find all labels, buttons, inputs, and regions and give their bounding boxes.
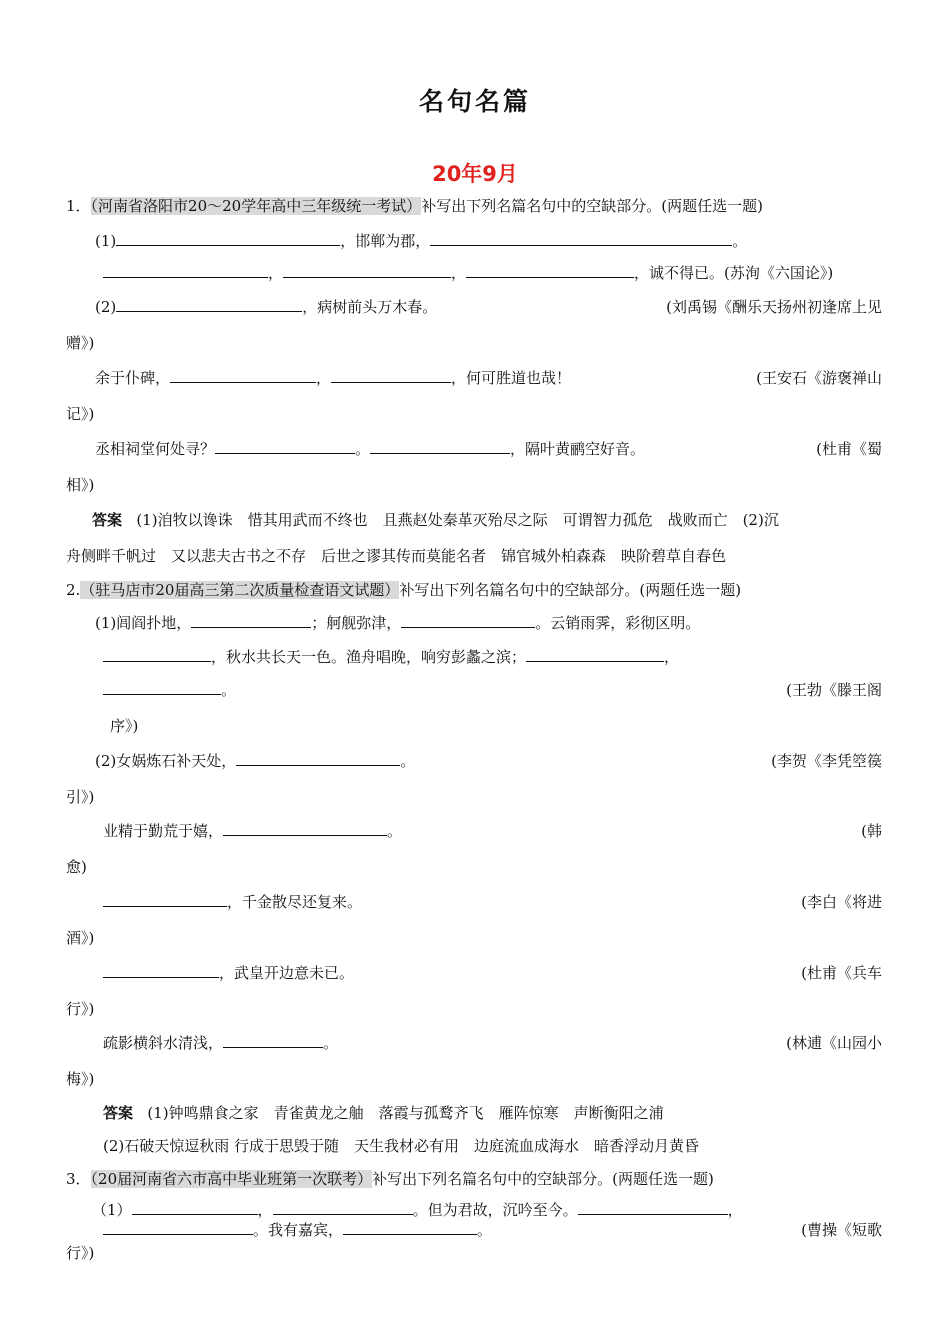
text: 。 xyxy=(355,440,371,458)
q3-instruction: 补写出下列名篇名句中的空缺部分。(两题任选一题) xyxy=(372,1170,714,1188)
text: 。我有嘉宾， xyxy=(253,1221,344,1239)
answer-text: (1)钟鸣鼎食之家 青雀黄龙之舳 落霞与孤鹜齐飞 雁阵惊寒 声断衡阳之浦 xyxy=(147,1104,664,1122)
citation-wrap: 序》) xyxy=(110,717,139,735)
text: ， xyxy=(316,369,332,387)
blank[interactable] xyxy=(526,647,664,662)
blank[interactable] xyxy=(466,263,634,278)
citation-wrap: 行》) xyxy=(66,1244,95,1262)
q3-header xyxy=(66,1169,714,1189)
answer-label: 答案 xyxy=(92,511,123,529)
citation: (李白《将进 xyxy=(801,893,882,911)
q3-line-2 xyxy=(103,1220,492,1240)
citation: (曹操《短歌 xyxy=(801,1221,882,1239)
q3-source: （20届河南省六市高中毕业班第一次联考） xyxy=(90,1170,373,1188)
answer-label: 答案 xyxy=(103,1104,134,1122)
blank[interactable] xyxy=(132,1200,258,1215)
q2-instruction: 补写出下列名篇名句中的空缺部分。(两题任选一题) xyxy=(399,581,742,599)
q2-answer-line-2: (2)石破天惊逗秋雨 行成于思毁于随 天生我材必有用 边庭流血成海水 暗香浮动月黄昏 xyxy=(103,1137,700,1155)
text: (2)女娲炼石补天处， xyxy=(95,752,237,770)
text: ， xyxy=(268,264,284,282)
blank[interactable] xyxy=(215,439,355,454)
text: ，隔叶黄鹂空好音。 xyxy=(510,440,646,458)
citation: (林逋《山园小 xyxy=(786,1034,882,1052)
text: 。 xyxy=(387,822,403,840)
blank[interactable] xyxy=(223,1033,323,1048)
answer-text: (1)洎牧以谗诛 惜其用武而不终也 且燕赵处秦革灭殆尽之际 可谓智力孤危 战败而亡 (2)沉 xyxy=(136,511,779,529)
q1-source: （河南省洛阳市20～20学年高中三年级统一考试） xyxy=(90,197,422,215)
q3-line-1 xyxy=(92,1200,743,1220)
page-title: 名句名篇 xyxy=(418,87,531,116)
text: ，秋水共长天一色。渔舟唱晚，响穷彭蠡之滨； xyxy=(211,648,527,666)
q1-line-6 xyxy=(95,439,645,459)
q2-line-7 xyxy=(103,963,354,983)
q1-header xyxy=(66,196,763,216)
blank[interactable] xyxy=(191,613,311,628)
text: ，诚不得已。(苏洵《六国论》) xyxy=(634,264,834,282)
text: ，千金散尽还复来。 xyxy=(227,893,363,911)
text: 余于仆碑， xyxy=(95,369,171,387)
q1-part2-label: (2) xyxy=(95,298,117,316)
text: 。 xyxy=(732,232,748,250)
blank[interactable] xyxy=(283,263,451,278)
blank[interactable] xyxy=(370,439,510,454)
text: 丞相祠堂何处寻？ xyxy=(95,440,216,458)
text: ，邯郸为郡， xyxy=(340,232,431,250)
citation-wrap: 赠》) xyxy=(66,334,95,352)
q1-line-2 xyxy=(103,263,833,283)
citation: (韩 xyxy=(861,822,882,840)
blank[interactable] xyxy=(116,231,340,246)
text: ， xyxy=(451,264,467,282)
q2-line-2 xyxy=(103,647,679,667)
q1-line-1 xyxy=(95,231,747,251)
text: 业精于勤荒于嬉， xyxy=(103,822,224,840)
blank[interactable] xyxy=(223,821,387,836)
citation-wrap: 愈) xyxy=(66,858,87,876)
q1-line-3 xyxy=(95,297,437,317)
citation: (刘禹锡《酬乐天扬州初逢席上见 xyxy=(666,298,882,316)
blank[interactable] xyxy=(401,613,535,628)
q1-instruction: 补写出下列名篇名句中的空缺部分。(两题任选一题) xyxy=(421,197,763,215)
text: 。 xyxy=(221,681,237,699)
date-heading: 20年9月 xyxy=(432,162,518,186)
q2-line-8 xyxy=(103,1033,338,1053)
text: ；舸舰弥津， xyxy=(311,614,402,632)
text: （1） xyxy=(92,1201,132,1219)
text: (1)闾阎扑地， xyxy=(95,614,192,632)
text: 。云销雨霁，彩彻区明。 xyxy=(535,614,701,632)
q2-line-4 xyxy=(95,751,415,771)
q3-number: 3． xyxy=(66,1170,91,1188)
q1-line-5 xyxy=(95,368,571,388)
citation: (王勃《滕王阁 xyxy=(786,681,882,699)
text: 。 xyxy=(400,752,416,770)
citation-wrap: 记》) xyxy=(66,405,95,423)
citation: (杜甫《兵车 xyxy=(801,964,882,982)
q2-line-6 xyxy=(103,892,362,912)
q2-line-1 xyxy=(95,613,700,633)
citation: (王安石《游褒禅山 xyxy=(756,369,882,387)
blank[interactable] xyxy=(236,751,400,766)
citation: (杜甫《蜀 xyxy=(816,440,882,458)
citation-wrap: 相》) xyxy=(66,476,95,494)
blank[interactable] xyxy=(430,231,732,246)
citation-wrap: 酒》) xyxy=(66,929,95,947)
text: 。 xyxy=(323,1034,339,1052)
q1-part1-label: (1) xyxy=(95,232,117,250)
blank[interactable] xyxy=(331,368,451,383)
citation-wrap: 行》) xyxy=(66,1000,95,1018)
citation-wrap: 引》) xyxy=(66,788,95,806)
q2-number: 2. xyxy=(66,581,81,599)
text: ，何可胜道也哉！ xyxy=(451,369,572,387)
blank[interactable] xyxy=(103,892,227,907)
blank[interactable] xyxy=(273,1200,413,1215)
q2-source: （驻马店市20届高三第二次质量检查语文试题） xyxy=(80,581,400,599)
blank[interactable] xyxy=(103,263,268,278)
blank[interactable] xyxy=(103,680,221,695)
text: ，病树前头万木春。 xyxy=(302,298,438,316)
q2-answer-line-1 xyxy=(103,1103,664,1123)
citation-wrap: 梅》) xyxy=(66,1070,95,1088)
text: 疏影横斜水清浅， xyxy=(103,1034,224,1052)
blank[interactable] xyxy=(343,1220,477,1235)
blank[interactable] xyxy=(103,963,219,978)
blank[interactable] xyxy=(116,297,302,312)
blank[interactable] xyxy=(103,1220,253,1235)
text: 。但为君故，沉吟至今。 xyxy=(412,1201,578,1219)
text: ， xyxy=(664,648,680,666)
text: 。 xyxy=(477,1221,493,1239)
blank[interactable] xyxy=(103,647,211,662)
blank[interactable] xyxy=(578,1200,728,1215)
q2-line-5 xyxy=(103,821,402,841)
citation: (李贺《李凭箜篌 xyxy=(771,752,882,770)
q1-number: 1． xyxy=(66,197,91,215)
q1-answer-line-1 xyxy=(92,510,779,530)
q2-line-3 xyxy=(103,680,236,700)
text: ， xyxy=(257,1201,273,1219)
q2-header xyxy=(66,580,741,600)
text: ，武皇开边意未已。 xyxy=(219,964,355,982)
q1-answer-line-2: 舟侧畔千帆过 又以悲夫古书之不存 后世之谬其传而莫能名者 锦官城外柏森森 映阶碧草自春色 xyxy=(66,547,727,565)
blank[interactable] xyxy=(170,368,316,383)
text: ， xyxy=(727,1201,743,1219)
